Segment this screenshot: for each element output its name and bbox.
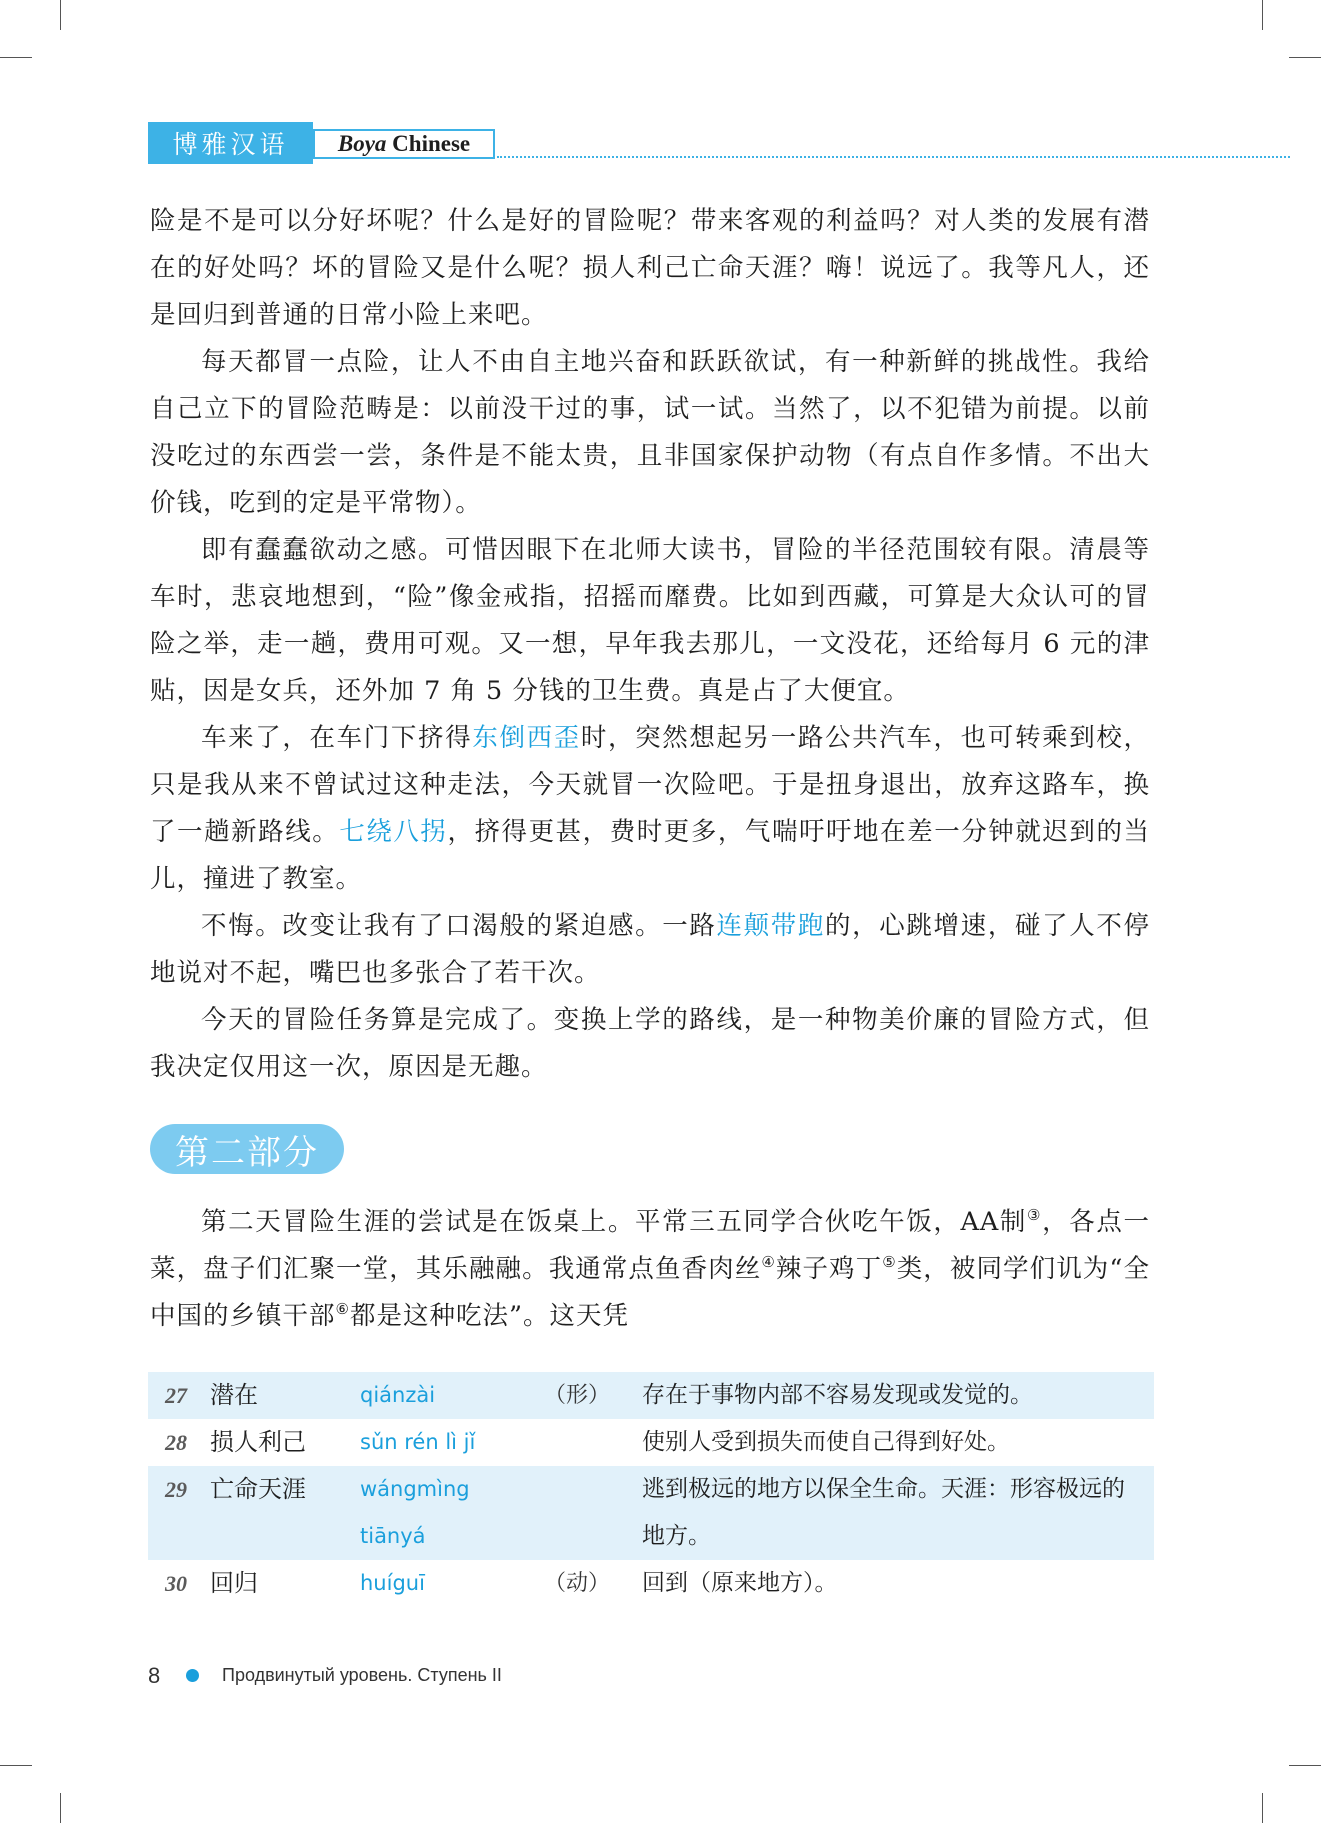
vocab-highlight: 七绕八拐 [339,817,448,847]
page-number: 8 [148,1663,161,1688]
section-heading: 第二部分 [150,1124,344,1174]
header-dotted-rule [497,156,1290,158]
crop-mark [1262,1793,1263,1823]
book-title-english [313,129,495,159]
paragraph-text: 车来了，在车门下挤得 [201,723,473,753]
vocab-word: 亡命天涯 [204,1466,360,1560]
vocab-row [148,1466,1154,1560]
paragraph [150,903,1150,997]
book-title-english-rest: Chinese [386,131,471,156]
vocab-row [148,1372,1154,1419]
paragraph [150,1199,1150,1340]
paragraph-text: 时，突然想起另一路公共汽车，也可转乘到校，只是我从来不曾试过这种走法，今天就冒一次险吧。于是扭身退出，放弃这路车，换了一趟新路线。 [150,723,1150,847]
paragraph-text: 都是这种吃法”。这天凭 [349,1301,630,1331]
vocab-highlight: 东倒西歪 [472,723,581,753]
vocab-definition: 逃到极远的地方以保全生命。天涯：形容极远的地方。 [622,1466,1154,1560]
vocab-definition: 存在于事物内部不容易发现或发觉的。 [622,1372,1154,1419]
book-title-tab: 博雅汉语 [148,122,313,164]
crop-mark [60,1793,61,1823]
paragraph: 即有蠢蠢欲动之感。可惜因眼下在北师大读书，冒险的半径范围较有限。清晨等车时，悲哀地想到，“险”像金戒指，招摇而靡费。比如到西藏，可算是大众认可的冒险之举，走一趟，费用可观。又一想，早年我去那儿，一文没花，还给每月 6 元的津贴，因是女兵，还外加 7 角 5 分钱的卫生费。真是占了大便宜。 [150,535,1150,706]
vocab-pinyin: sǔn rén lì jǐ [360,1430,476,1454]
vocab-pinyin: qiánzài [360,1372,532,1419]
book-title-english-italic: Boya [337,131,387,156]
vocab-part-of-speech [532,1466,622,1560]
crop-mark [0,57,32,58]
vocab-pinyin: wángmìng tiānyá [360,1466,532,1560]
vocab-row [148,1560,1154,1607]
paragraph-text: 辣子鸡丁 [775,1254,883,1284]
reading-text-part2 [150,1199,1150,1340]
paragraph: 今天的冒险任务算是完成了。变换上学的路线，是一种物美价廉的冒险方式，但我决定仅用这一次，原因是无趣。 [150,1005,1150,1082]
vocab-row [148,1419,1154,1466]
vocabulary-table [148,1372,1154,1607]
reading-text-part1 [150,198,1150,1091]
paragraph-text: ，各点一菜，盘子们汇聚一堂，其乐融融。我通常点鱼香肉丝 [150,1207,1150,1284]
paragraph-text: 不悔。改变让我有了口渴般的紧迫感。一路 [201,911,717,941]
vocab-definition: 使别人受到损失而使自己得到好处。 [642,1429,1010,1455]
paragraph: 险是不是可以分好坏呢？什么是好的冒险呢？带来客观的利益吗？对人类的发展有潜在的好处吗？坏的冒险又是什么呢？损人利己亡命天涯？嗨！说远了。我等凡人，还是回归到普通的日常小险上来吧。 [150,206,1150,330]
vocab-highlight: 连颠带跑 [716,911,826,941]
paragraph-text: 第二天冒险生涯的尝试是在饭桌上。平常三五同学合伙吃午饭，AA制 [201,1207,1028,1237]
footnote-marker: ⑥ [335,1300,350,1318]
vocab-part-of-speech [532,1419,622,1466]
vocab-part-of-speech: （形） [532,1372,622,1419]
vocab-word: 回归 [210,1569,258,1597]
crop-mark [1262,0,1263,30]
vocab-word: 潜在 [204,1372,360,1419]
vocab-pinyin: huíguī [360,1571,425,1595]
crop-mark [1289,1765,1321,1766]
footnote-marker: ④ [761,1253,776,1271]
crop-mark [1289,57,1321,58]
vocab-part-of-speech: （动） [543,1571,610,1596]
crop-mark [0,1765,32,1766]
footnote-marker: ⑤ [882,1253,897,1271]
crop-mark [60,0,61,30]
vocab-number: 28 [165,1430,187,1455]
paragraph: 每天都冒一点险，让人不由自主地兴奋和跃跃欲试，有一种新鲜的挑战性。我给自己立下的冒险范畴是：以前没干过的事，试一试。当然了，以不犯错为前提。以前没吃过的东西尝一尝，条件是不能太贵，且非国家保护动物（有点自作多情。不出大价钱，吃到的定是平常物）。 [150,347,1150,518]
vocab-number: 30 [165,1571,187,1596]
paragraph-text: 类，被同学们讥为“全中国的乡镇干部 [150,1254,1150,1331]
paragraph-text: ，挤得更甚，费时更多，气喘吁吁地在差一分钟就迟到的当儿，撞进了教室。 [150,817,1150,894]
vocab-definition: 回到（原来地方）。 [642,1570,838,1596]
footer-bullet-icon [186,1669,199,1682]
vocab-number: 29 [148,1466,204,1560]
vocab-word: 损人利己 [210,1428,306,1456]
paragraph-text: 的，心跳增速，碰了人不停地说对不起，嘴巴也多张合了若干次。 [150,911,1150,988]
paragraph [150,715,1150,903]
vocab-number: 27 [148,1372,204,1419]
footnote-marker: ③ [1027,1206,1043,1224]
footer-level-text: Продвинутый уровень. Ступень II [222,1665,502,1685]
